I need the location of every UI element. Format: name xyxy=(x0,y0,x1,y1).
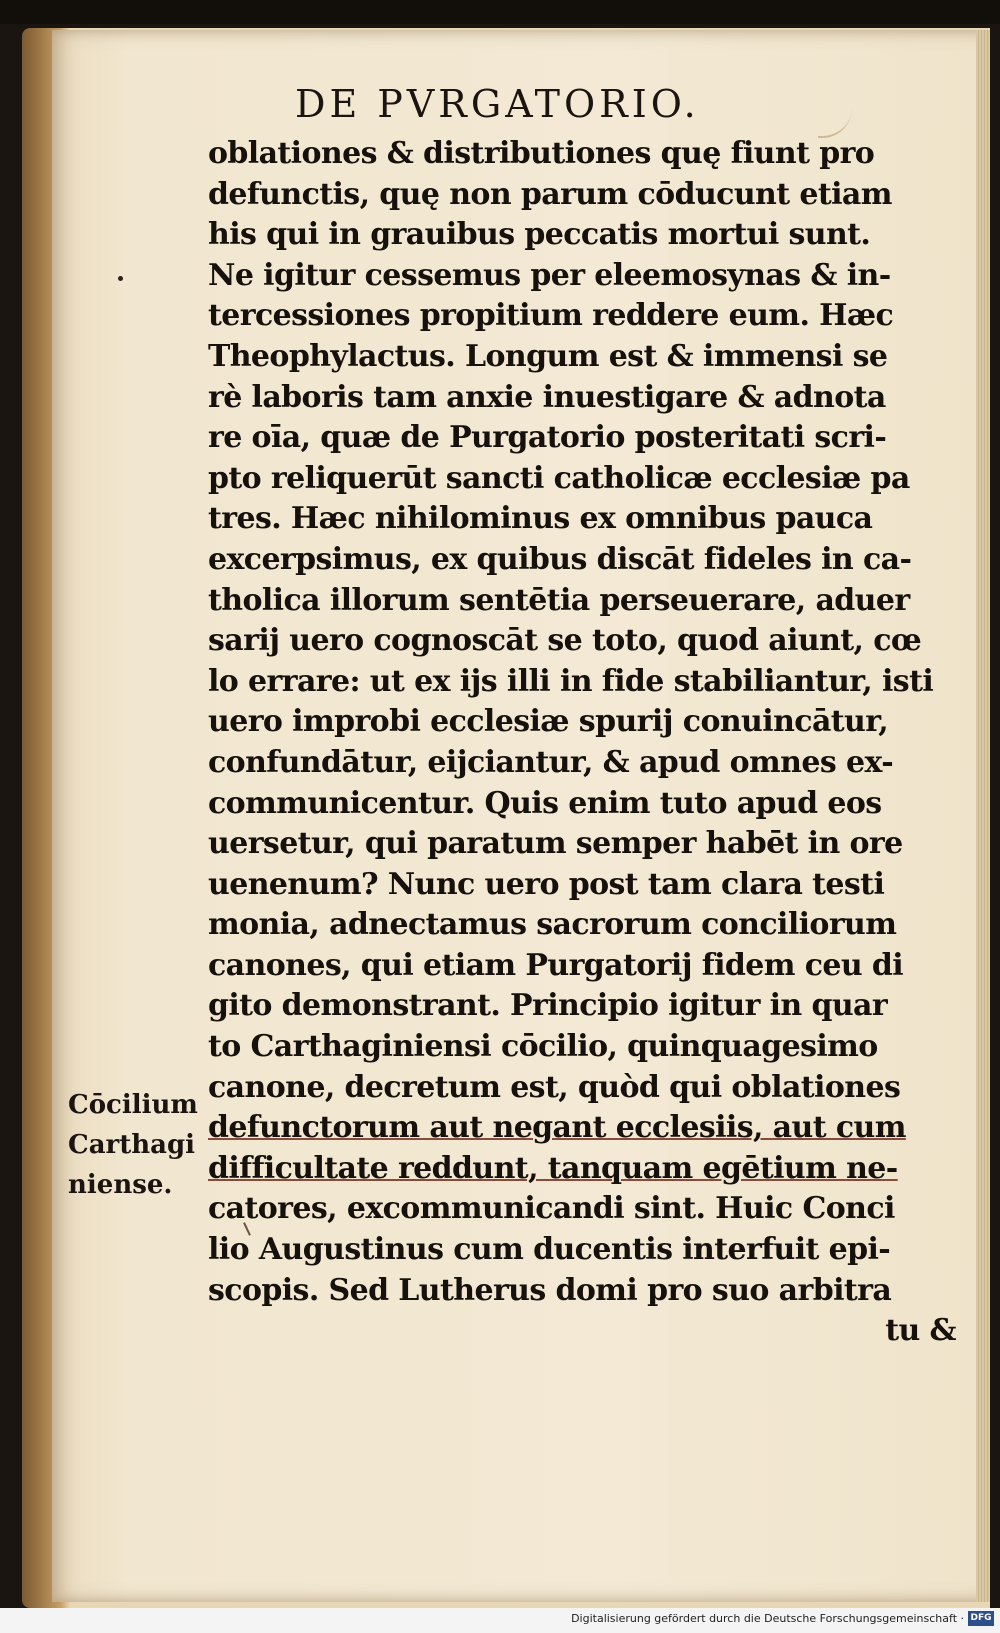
text-line: uenenum? Nunc uero post tam clara testi xyxy=(208,866,885,902)
text-line: lio Augustinus cum ducentis interfuit epi- xyxy=(208,1232,891,1268)
text-line: communicentur. Quis enim tuto apud eos xyxy=(208,785,882,821)
text-line: defunctis, quę non parum cōducunt etiam xyxy=(208,176,892,212)
text-line-underlined: difficultate reddunt, tanquam egētium ne- xyxy=(208,1150,898,1186)
margin-note-line: Cōcilium xyxy=(68,1090,198,1120)
text-line: pto reliquerūt sancti catholicæ ecclesiæ pa xyxy=(208,460,910,496)
text-line: excerpsimus, ex quibus discāt fideles in ca- xyxy=(208,541,912,577)
text-line: tres. Hæc nihilominus ex omnibus pauca xyxy=(208,501,873,537)
text-line: Theophylactus. Longum est & immensi se xyxy=(208,338,888,374)
scan-top-border xyxy=(0,0,1000,24)
text-line: Ne igitur cessemus per eleemosynas & in- xyxy=(208,257,891,293)
margin-note-line: niense. xyxy=(68,1170,173,1200)
text-line: to Carthaginiensi cōcilio, quinquagesimo xyxy=(208,1029,878,1065)
text-line: oblationes & distributiones quę fiunt pro xyxy=(208,136,875,171)
page-fore-edge xyxy=(976,30,990,1602)
funding-credit: Digitalisierung gefördert durch die Deutsche Forschungsgemeinschaft · xyxy=(571,1612,964,1625)
text-line: tercessiones propitium reddere eum. Hæc xyxy=(208,298,894,334)
catchword: tu & xyxy=(885,1313,956,1349)
text-line: lo errare: ut ex ijs illi in fide stabiliantur, isti xyxy=(208,663,934,699)
text-line: canones, qui etiam Purgatorij fidem ceu di xyxy=(208,947,904,983)
text-line: monia, adnectamus sacrorum conciliorum xyxy=(208,907,897,943)
text-line: uero improbi ecclesiæ spurij conuincātur, xyxy=(208,704,889,740)
text-line: uersetur, qui paratum semper habēt in ore xyxy=(208,826,903,862)
text-line: gito demonstrant. Principio igitur in quar xyxy=(208,988,888,1024)
running-head: DE PVRGATORIO. xyxy=(295,82,700,126)
margin-note xyxy=(68,1085,208,1205)
text-line: sarij uero cognoscāt se toto, quod aiunt, cœ xyxy=(208,623,922,659)
body-text xyxy=(208,134,956,1352)
text-line: canone, decretum est, quòd qui oblationes xyxy=(208,1069,901,1105)
text-line: his qui in grauibus peccatis mortui sunt. xyxy=(208,217,871,253)
text-line: confundātur, eijciantur, & apud omnes ex- xyxy=(208,744,894,780)
text-line: tholica illorum sentētia perseuerare, aduer xyxy=(208,582,910,618)
text-line-underlined: defunctorum aut negant ecclesiis, aut cum xyxy=(208,1110,906,1146)
margin-note-line: Carthagi xyxy=(68,1130,196,1160)
text-line: catores, excommunicandi sint. Huic Conci xyxy=(208,1191,895,1227)
text-line: scopis. Sed Lutherus domi pro suo arbitra xyxy=(208,1272,892,1308)
dfg-logo-icon: DFG xyxy=(968,1611,994,1626)
text-line: re oīa, quæ de Purgatorio posteritati scri- xyxy=(208,420,887,456)
ink-dot xyxy=(118,276,123,281)
text-line: rè laboris tam anxie inuestigare & adnota xyxy=(208,379,886,415)
